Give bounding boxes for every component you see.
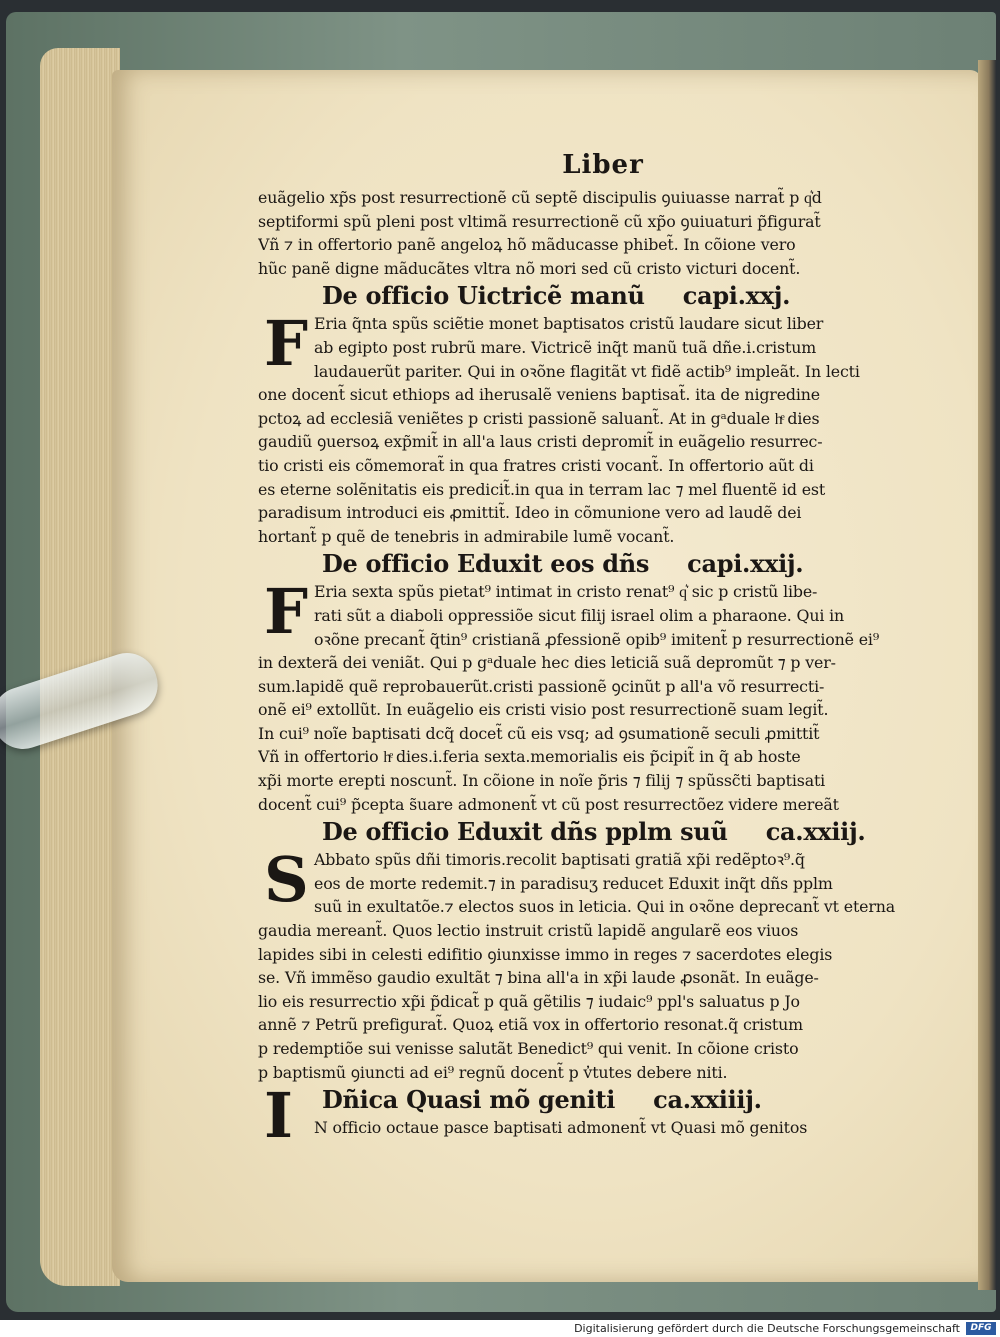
text-line: onẽ ei⁹ extollũt. In euãgelio eis cristi visio post resurrectionẽ suam legit̃. — [258, 700, 829, 720]
section-heading — [258, 816, 918, 848]
heading-title: Dñica Quasi mõ geniti — [322, 1085, 616, 1115]
text-line: suũ in exultatõe.⁊ electos suos in leticia. Qui in oꝛõne deprecant̃ vt eterna — [314, 897, 896, 917]
gutter-shadow — [978, 60, 996, 1290]
text-line: tio cristi eis cõmemorat̃ in qua fratres cristi vocant̃. In offertorio aũt di — [258, 455, 814, 475]
opening-paragraph — [258, 186, 918, 280]
section-paragraph — [258, 575, 918, 816]
heading-title: De officio Uictricẽ manũ — [322, 281, 645, 311]
text-line: lapides sibi in celesti edifitio ꝯiunxisse immo in reges ⁊ sacerdotes elegis — [258, 944, 833, 964]
text-line: euãgelio xp̃s post resurrectionẽ cũ septẽ discipulis ꝯuiuasse narrat̃ p q͛d — [258, 188, 822, 207]
text-line: p baptismũ ꝯiuncti ad ei⁹ regnũ docent̃ p v̓tutes debere niti. — [258, 1062, 728, 1082]
chapter-number: capi.xxij. — [687, 549, 804, 579]
text-line: paradisum introduci eis ꝓmittit̃. Ideo in cõmunione vero ad laudẽ dei — [258, 503, 802, 523]
text-line: In cui⁹ noĩe baptisati dcq̃ docet̃ cũ eis vsq; ad ꝯsumationẽ seculi ꝓmittit̃ — [258, 723, 820, 743]
section-paragraph — [258, 307, 918, 548]
text-line: se. Vñ immẽso gaudio exultãt ⁊ bina all'a in xp̃i laude ꝓsonãt. In euãge- — [258, 968, 819, 988]
text-line: eos de morte redemit.⁊ in paradisuʒ reducet Eduxit inq̃t dñs pplm — [314, 873, 833, 893]
running-head: Liber — [562, 150, 644, 180]
text-line: oꝛõne precant̃ q̃tin⁹ cristianã ꝓfessionẽ opib⁹ imitent̃ p resurrectionẽ ei⁹ — [314, 629, 880, 649]
section-paragraph — [258, 843, 918, 1084]
chapter-number: ca.xxiiij. — [653, 1085, 762, 1115]
text-line: lio eis resurrectio xp̃i p̃dicat̃ p quã gẽtilis ⁊ iudaic⁹ ppl's saluatus p Jo — [258, 991, 800, 1011]
text-line: laudauerũt pariter. Qui in oꝛõne flagitãt vt fidẽ actib⁹ impleãt. In lecti — [314, 361, 860, 381]
drop-initial: F — [264, 575, 309, 649]
heading-title: De officio Eduxit dñs pplm suũ — [322, 817, 728, 847]
section-heading — [258, 548, 918, 580]
text-line: in dexterã dei veniãt. Qui p gᵃduale hec dies leticiã suã depromũt ⁊ p ver- — [258, 653, 836, 673]
text-block — [258, 150, 918, 1153]
text-line: sum.lapidẽ quẽ reprobauerũt.cristi passionẽ ꝯcinũt p all'a võ resurrecti- — [258, 676, 825, 696]
text-line: Abbato spũs dñi timoris.recolit baptisati gratiã xp̃i redẽptoꝛ⁹.q̃ — [314, 850, 805, 870]
text-line: xp̃i morte erepti noscunt̃. In cõione in noĩe p̃ris ⁊ filij ⁊ spũssc̃ti baptisati — [258, 771, 826, 791]
chapter-number: ca.xxiij. — [765, 817, 866, 847]
text-line: hortant̃ p quẽ de tenebris in admirabile lumẽ vocant̃. — [258, 526, 675, 546]
footer-credit: Digitalisierung gefördert durch die Deutsche Forschungsgemeinschaft — [574, 1322, 960, 1335]
heading-title: De officio Eduxit eos dñs — [322, 549, 650, 579]
text-line: annẽ ⁊ Petrũ prefigurat̃. Quoꝝ etiã vox in offertorio resonat.q̃ cristum — [258, 1015, 803, 1035]
section-heading — [258, 280, 918, 312]
text-line: ab egipto post rubrũ mare. Victricẽ inq̃t manũ tuã dñe.i.cristum — [314, 337, 817, 357]
text-line: rati sũt a diaboli oppressiõe sicut filij israel olim a pharaone. Qui in — [314, 605, 845, 625]
drop-initial: S — [264, 843, 309, 917]
text-line: es eterne solẽnitatis eis predicit̃.in qua in terram lac ⁊ mel fluentẽ id est — [258, 479, 826, 499]
drop-initial: F — [264, 307, 309, 381]
text-line: one docent̃ sicut ethiops ad iherusalẽ veniens baptisat̃. ita de nigredine — [258, 385, 820, 405]
drop-initial: I — [264, 1079, 294, 1153]
text-line: p redemptiõe sui venisse salutãt Benedict⁹ qui venit. In cõione cristo — [258, 1039, 799, 1058]
text-line: Vñ ⁊ in offertorio panẽ angeloꝝ hõ mãducasse phibet̃. In cõione vero — [258, 235, 796, 255]
text-line: pctoꝝ ad ecclesiã veniẽtes p cristi passionẽ saluant̃. At in gᵃduale hͤ dies — [258, 408, 820, 428]
text-line: Vñ in offertorio hͤ dies.i.feria sexta.memorialis eis p̃cipit̃ in q̃ ab hoste — [258, 747, 801, 767]
text-line: gaudia mereant̃. Quos lectio instruit cristũ lapidẽ angularẽ eos viuos — [258, 921, 799, 941]
text-line: Eria sexta spũs pietat⁹ intimat in cristo renat⁹ q͛ sic p cristũ libe- — [314, 582, 818, 602]
text-line: Eria q̃nta spũs sciẽtie monet baptisatos cristũ laudare sicut liber — [314, 314, 824, 334]
text-line: gaudiũ ꝯuersoꝝ exp̃mit̃ in all'a laus cristi depromit̃ in euãgelio resurrec- — [258, 432, 823, 452]
text-line: docent̃ cui⁹ p̃cepta s̃uare admonent̃ vt cũ post resurrectõez videre mereãt — [258, 794, 839, 814]
text-line: septiformi spũ pleni post vltimã resurrectionẽ cũ xp̃o ꝯuiuaturi p̃figurat̃ — [258, 211, 821, 231]
footer-bar — [0, 1320, 1000, 1337]
dfg-logo: DFG — [966, 1322, 996, 1335]
text-line: hũc panẽ digne mãducãtes vltra nõ mori sed cũ cristo victuri docent̃. — [258, 258, 801, 278]
section-heading — [258, 1084, 918, 1116]
text-line: N officio octaue pasce baptisati admonent̃ vt Quasi mõ genitos — [314, 1118, 808, 1138]
chapter-number: capi.xxj. — [682, 281, 791, 311]
